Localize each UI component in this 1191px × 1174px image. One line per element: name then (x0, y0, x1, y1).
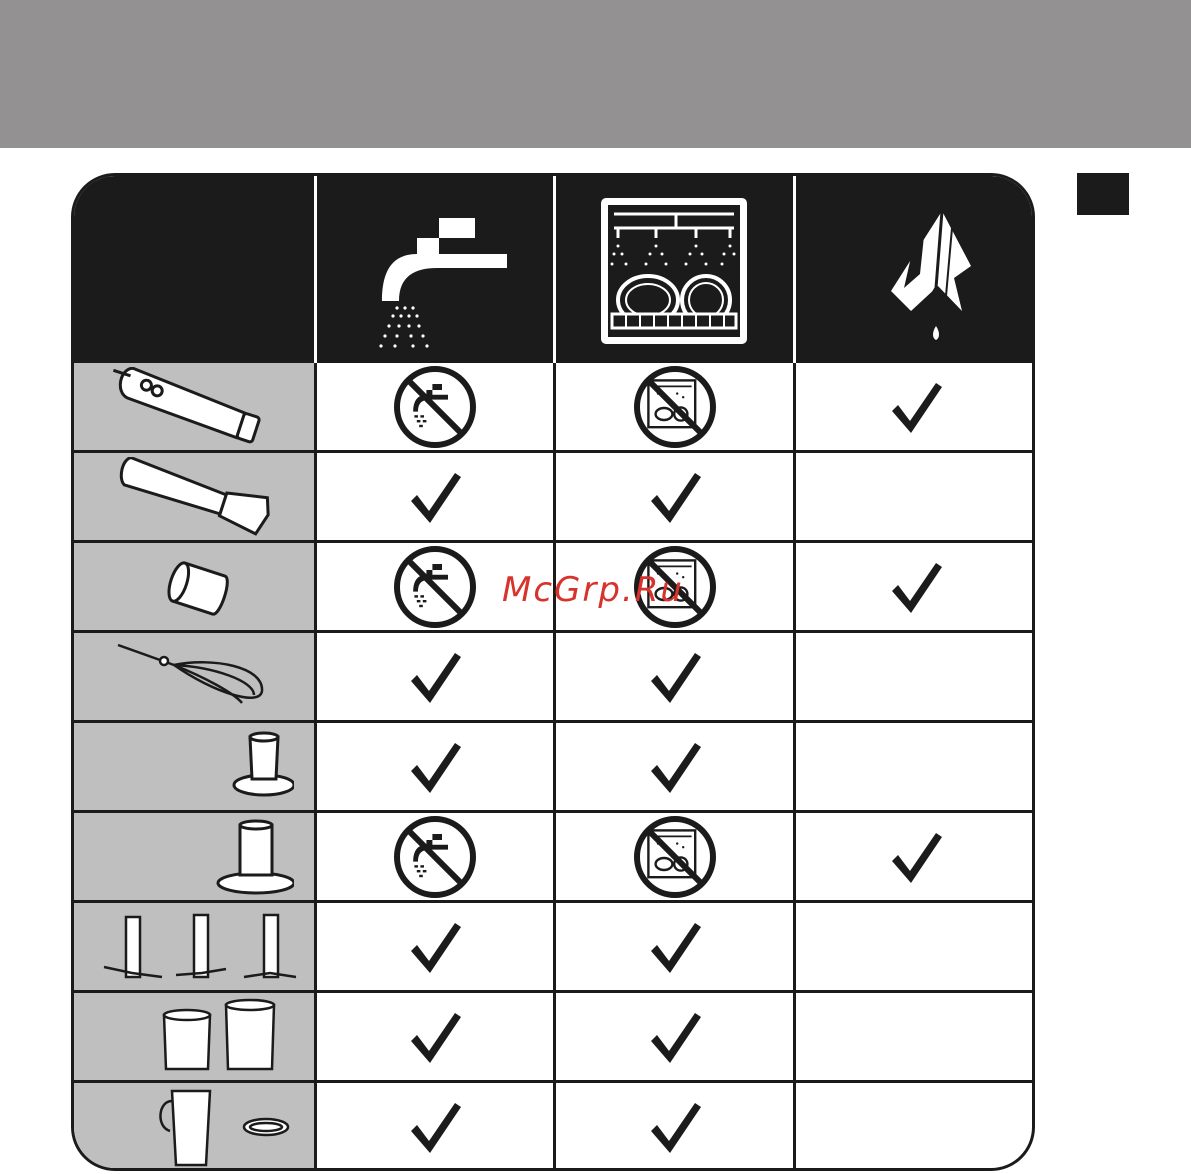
large-chopper-lid-icon (94, 817, 294, 897)
check-icon (405, 467, 465, 527)
cell-tap (317, 993, 553, 1080)
cell-cloth (796, 993, 1035, 1080)
divider-v-1-header (314, 176, 317, 363)
cell-cloth (796, 1083, 1035, 1170)
check-icon (645, 917, 705, 977)
cell-dishwasher (556, 813, 793, 900)
cell-tap (317, 633, 553, 720)
language-marker-square (1077, 173, 1129, 215)
top-gray-band (0, 0, 1191, 148)
header-cloth (796, 176, 1035, 363)
check-icon (886, 377, 946, 437)
cell-tap (317, 813, 553, 900)
part-cell (74, 453, 314, 540)
no-dishwasher-icon (632, 364, 718, 450)
cell-cloth (796, 363, 1035, 450)
no-running-water-icon (392, 364, 478, 450)
cell-tap (317, 903, 553, 990)
part-cell (74, 633, 314, 720)
watermark-text: McGrp.Ru (502, 570, 684, 610)
part-cell (74, 903, 314, 990)
cell-cloth (796, 633, 1035, 720)
cell-dishwasher (556, 993, 793, 1080)
part-cell (74, 813, 314, 900)
chopper-blades-icon (84, 907, 304, 987)
header-dishwasher (556, 176, 793, 363)
check-icon (405, 737, 465, 797)
divider-v-3-header (793, 176, 796, 363)
cell-cloth (796, 543, 1035, 630)
divider-v-2-header (553, 176, 556, 363)
motor-unit-icon (94, 367, 294, 447)
check-icon (405, 1007, 465, 1067)
no-running-water-icon (392, 814, 478, 900)
part-cell (74, 543, 314, 630)
check-icon (405, 917, 465, 977)
check-icon (645, 1007, 705, 1067)
no-running-water-icon (392, 544, 478, 630)
cell-cloth (796, 903, 1035, 990)
part-cell (74, 363, 314, 450)
check-icon (645, 737, 705, 797)
check-icon (645, 647, 705, 707)
check-icon (645, 1097, 705, 1157)
cell-dishwasher (556, 1083, 793, 1170)
cell-cloth (796, 813, 1035, 900)
cell-dishwasher (556, 453, 793, 540)
cell-cloth (796, 723, 1035, 810)
dishwasher-icon (556, 176, 793, 363)
cell-dishwasher (556, 723, 793, 810)
cleaning-table (71, 173, 1035, 1171)
check-icon (886, 827, 946, 887)
check-icon (405, 647, 465, 707)
whisk-icon (94, 637, 294, 717)
cell-tap (317, 453, 553, 540)
cell-tap (317, 1083, 553, 1170)
part-cell (74, 1083, 314, 1170)
blender-shaft-icon (94, 457, 294, 537)
damp-cloth-icon (796, 176, 1035, 363)
part-cell (74, 723, 314, 810)
chopper-bowls-icon (94, 997, 294, 1077)
check-icon (645, 467, 705, 527)
cell-tap (317, 723, 553, 810)
header-tap (317, 176, 553, 363)
cell-dishwasher (556, 903, 793, 990)
check-icon (886, 557, 946, 617)
running-water-icon (317, 176, 553, 363)
small-chopper-lid-icon (94, 727, 294, 807)
whisk-coupler-icon (94, 547, 294, 627)
no-dishwasher-icon (632, 814, 718, 900)
check-icon (405, 1097, 465, 1157)
beaker-and-seal-icon (94, 1087, 294, 1167)
cell-cloth (796, 453, 1035, 540)
part-cell (74, 993, 314, 1080)
cell-dishwasher (556, 633, 793, 720)
cell-dishwasher (556, 363, 793, 450)
cell-tap (317, 363, 553, 450)
